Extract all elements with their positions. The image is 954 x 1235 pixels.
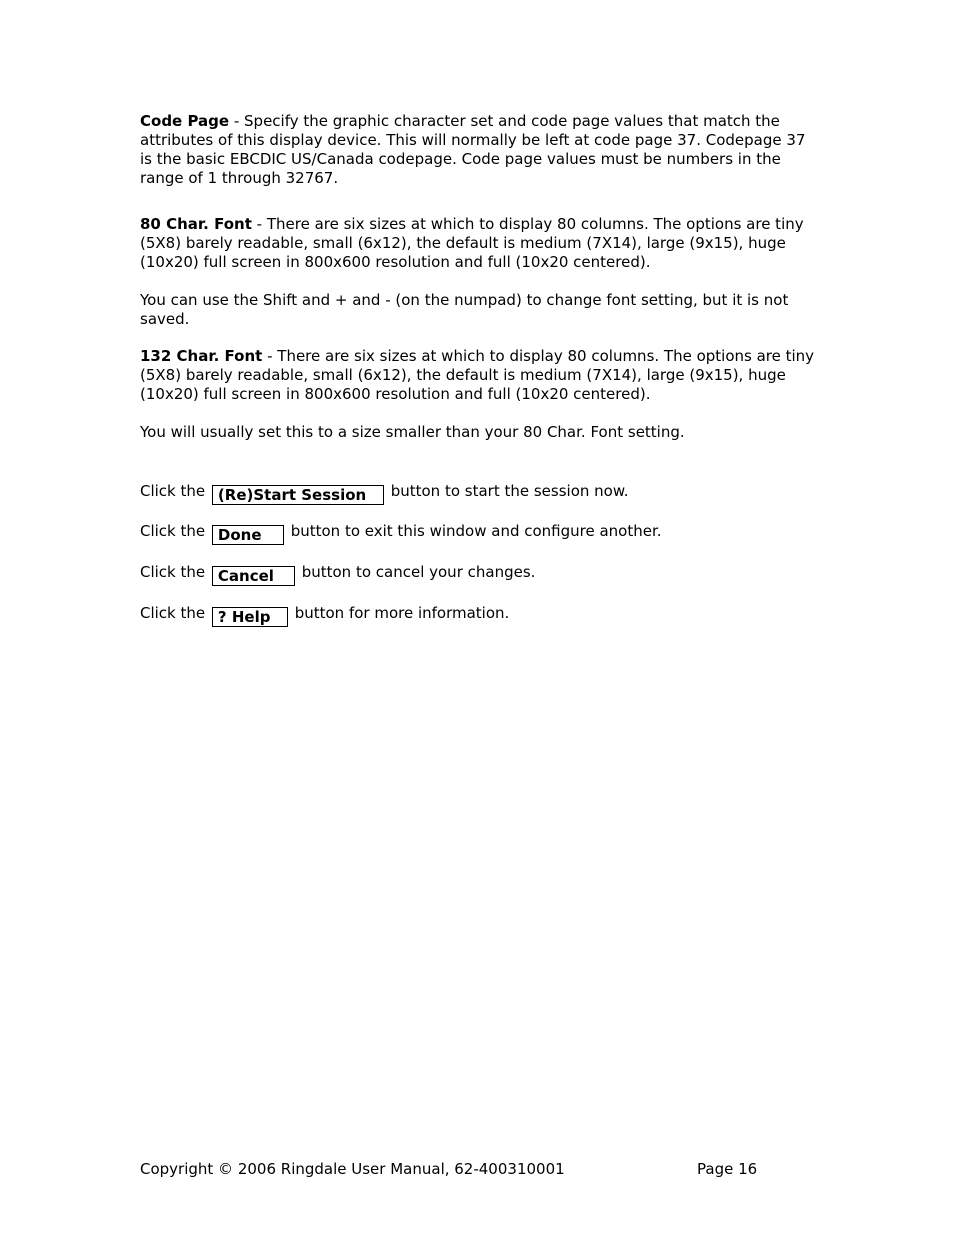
restart-suffix: button to start the session now.	[390, 482, 629, 500]
done-button: Done	[212, 525, 284, 545]
help-instruction	[140, 604, 509, 627]
code-page-paragraph	[140, 112, 820, 188]
done-instruction	[140, 522, 662, 545]
cancel-prefix: Click the	[140, 563, 206, 581]
font132-term: 132 Char. Font	[140, 347, 263, 365]
footer-copyright: Copyright © 2006 Ringdale User Manual, 62-400310001	[140, 1160, 565, 1178]
done-suffix: button to exit this window and configure another.	[290, 522, 662, 540]
restart-instruction	[140, 482, 629, 505]
cancel-instruction	[140, 563, 535, 586]
help-suffix: button for more information.	[294, 604, 510, 622]
code-page-description: - Specify the graphic character set and code page values that match the attributes of this display device. This will normally be left at code page 37. Codepage 37 is the basic EBCDIC US/Canada codepage. Code page values must be numbers in the range of 1 through 32767.	[140, 112, 806, 187]
font132-description: - There are six sizes at which to display 80 columns. The options are tiny (5X8) barely readable, small (6x12), the default is medium (7X14), large (9x15), huge (10x20) full screen in 800x600 resolution and full (10x20 centered).	[140, 347, 815, 403]
cancel-suffix: button to cancel your changes.	[301, 563, 536, 581]
help-button: ? Help	[212, 607, 288, 627]
done-prefix: Click the	[140, 522, 206, 540]
help-prefix: Click the	[140, 604, 206, 622]
smaller-note-paragraph: You will usually set this to a size smaller than your 80 Char. Font setting.	[140, 423, 685, 441]
font80-term: 80 Char. Font	[140, 215, 252, 233]
font132-paragraph	[140, 347, 820, 404]
code-page-term: Code Page	[140, 112, 230, 130]
font80-paragraph	[140, 215, 820, 272]
footer-page-number: Page 16	[697, 1160, 758, 1178]
restart-session-button: (Re)Start Session	[212, 485, 384, 505]
font80-description: - There are six sizes at which to display 80 columns. The options are tiny (5X8) barely readable, small (6x12), the default is medium (7X14), large (9x15), huge (10x20) full screen in 800x600 resolution and full (10x20 centered).	[140, 215, 804, 271]
restart-prefix: Click the	[140, 482, 206, 500]
shift-note-paragraph: You can use the Shift and + and - (on the numpad) to change font setting, but it is not saved.	[140, 291, 789, 328]
cancel-button: Cancel	[212, 566, 295, 586]
